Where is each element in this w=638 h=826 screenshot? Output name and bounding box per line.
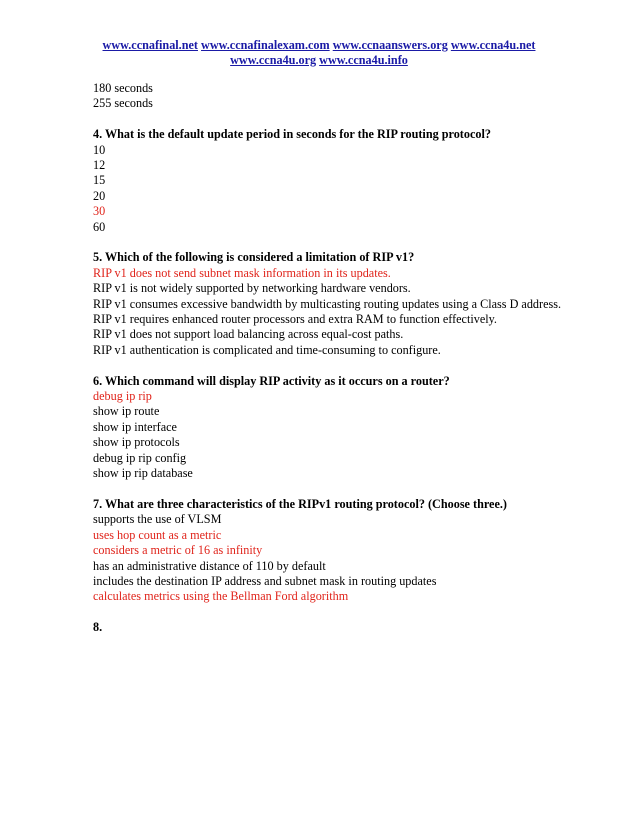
question-7 xyxy=(93,497,563,512)
question-number: 5 xyxy=(93,250,100,265)
link-ccnaanswers-org[interactable]: www.ccnaanswers.org xyxy=(332,38,448,52)
header-links-row-1 xyxy=(0,38,638,53)
answer-option: supports the use of VLSM xyxy=(93,512,222,527)
correct-answer-option: debug ip rip xyxy=(93,389,152,404)
answer-option: RIP v1 is not widely supported by networking hardware vendors. xyxy=(93,281,411,296)
answer-option: 10 xyxy=(93,142,106,157)
question-4 xyxy=(93,127,563,142)
question-number: 7 xyxy=(93,496,100,511)
answer-option: show ip interface xyxy=(93,419,177,434)
question-5 xyxy=(93,250,563,265)
answer-option: 20 xyxy=(93,188,106,203)
question-number: 8 xyxy=(93,620,100,635)
answer-option: 12 xyxy=(93,158,106,173)
link-ccna4u-net[interactable]: www.ccna4u.net xyxy=(450,38,536,52)
link-ccnafinalexam-com[interactable]: www.ccnafinalexam.com xyxy=(201,38,330,52)
question-text: . What is the default update period in seconds for the RIP routing protocol? xyxy=(99,127,491,142)
answer-option: show ip protocols xyxy=(93,435,180,450)
correct-answer-option: considers a metric of 16 as infinity xyxy=(93,543,263,558)
answer-option: 180 seconds xyxy=(93,81,153,95)
question-text: . What are three characteristics of the RIPv1 routing protocol? (Choose three.) xyxy=(99,496,507,511)
header-links xyxy=(0,38,638,68)
document-content xyxy=(93,81,563,636)
link-ccna4u-info[interactable]: www.ccna4u.info xyxy=(319,53,408,67)
answer-option: has an administrative distance of 110 by default xyxy=(93,558,326,573)
answer-option: 15 xyxy=(93,173,106,188)
question-text: . Which of the following is considered a limitation of RIP v1? xyxy=(99,250,415,265)
answer-option: RIP v1 consumes excessive bandwidth by multicasting routing updates using a Class D address. xyxy=(93,296,562,311)
link-ccnafinal-net[interactable]: www.ccnafinal.net xyxy=(102,38,198,52)
question-8 xyxy=(93,620,563,635)
header-links-row-2 xyxy=(0,53,638,68)
question-text: . Which command will display RIP activity as it occurs on a router? xyxy=(99,373,450,388)
answer-option: 60 xyxy=(93,219,106,234)
answer-option: show ip route xyxy=(93,404,160,419)
question-text: . xyxy=(99,620,103,635)
question-number: 6 xyxy=(93,373,100,388)
answer-option: includes the destination IP address and subnet mask in routing updates xyxy=(93,573,437,588)
answer-option: RIP v1 requires enhanced router processors and extra RAM to function effectively. xyxy=(93,312,497,327)
correct-answer-option: uses hop count as a metric xyxy=(93,527,222,542)
answer-option: show ip rip database xyxy=(93,466,193,481)
answer-option: debug ip rip config xyxy=(93,450,187,465)
answer-option: 255 seconds xyxy=(93,96,153,111)
correct-answer-option: calculates metrics using the Bellman Ford algorithm xyxy=(93,589,349,604)
question-number: 4 xyxy=(93,127,100,142)
link-ccna4u-org[interactable]: www.ccna4u.org xyxy=(230,53,317,67)
correct-answer-option: 30 xyxy=(93,204,106,219)
answer-option: RIP v1 authentication is complicated and time-consuming to configure. xyxy=(93,342,441,357)
correct-answer-option: RIP v1 does not send subnet mask information in its updates. xyxy=(93,265,391,280)
answer-option: RIP v1 does not support load balancing across equal-cost paths. xyxy=(93,327,404,342)
question-6 xyxy=(93,374,563,389)
